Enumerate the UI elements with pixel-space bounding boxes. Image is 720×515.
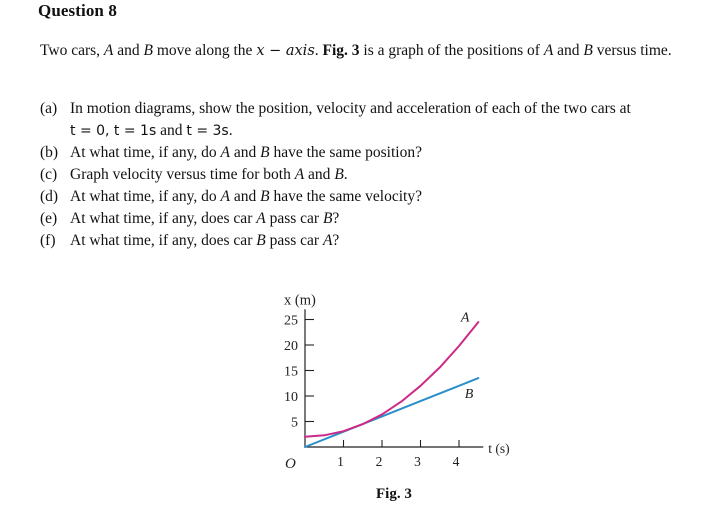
intro-text: is a graph of the positions of xyxy=(359,42,544,59)
y-tick-label: 25 xyxy=(284,313,298,329)
time-expression: t = 3s xyxy=(186,123,229,139)
part-text: At what time, if any, do A and B have the same velocity? xyxy=(70,188,422,205)
figure-caption: Fig. 3 xyxy=(376,486,412,502)
part-text: At what time, if any, does car A pass car B? xyxy=(70,210,340,227)
part-text: At what time, if any, does car B pass car A? xyxy=(70,232,340,249)
intro-text: . xyxy=(314,42,323,59)
part-text: At what time, if any, do A and B have the same position? xyxy=(70,144,422,161)
part-label: (e) xyxy=(40,210,58,227)
y-tick-label: 20 xyxy=(284,339,298,354)
part-label: (c) xyxy=(40,166,58,183)
intro-text: Two cars, xyxy=(40,42,104,59)
intro-var-a: A xyxy=(103,42,114,59)
series-b-line xyxy=(305,378,478,447)
series-b-label: B xyxy=(464,387,474,403)
x-tick-label: 4 xyxy=(452,454,460,469)
x-tick-label: 2 xyxy=(375,454,383,469)
y-tick-label: 15 xyxy=(284,364,298,380)
question-title: Question 8 xyxy=(38,1,117,20)
intro-text: and xyxy=(113,42,144,59)
x-tick-label: 3 xyxy=(414,454,421,469)
intro-var-b: B xyxy=(143,42,153,59)
intro-var-a: A xyxy=(543,42,554,59)
part-label: (b) xyxy=(40,144,59,161)
part-label: (d) xyxy=(40,188,59,205)
part-a-line1: In motion diagrams, show the position, velocity and acceleration of each of the two cars at xyxy=(70,100,631,117)
origin-label: O xyxy=(285,456,296,472)
part-text: . xyxy=(228,122,233,139)
series-a-line xyxy=(305,322,478,437)
y-tick-label: 10 xyxy=(284,390,298,405)
series-a-label: A xyxy=(460,310,470,326)
time-expression: t = 0, t = 1s xyxy=(70,123,157,139)
part-label: (f) xyxy=(40,232,56,249)
part-text: Graph velocity versus time for both A and B. xyxy=(70,166,348,183)
fig-reference: Fig. 3 xyxy=(322,42,360,59)
y-axis-label: x (m) xyxy=(284,292,316,309)
y-tick-label: 5 xyxy=(291,415,298,431)
x-axis-term: x − axis xyxy=(256,43,315,59)
part-text: and xyxy=(156,122,187,139)
intro-text: and xyxy=(553,42,584,59)
part-label: (a) xyxy=(40,100,58,117)
intro-var-b: B xyxy=(583,42,593,59)
intro-text: move along the xyxy=(153,42,257,59)
x-axis-label: t (s) xyxy=(488,441,510,456)
intro-text: versus time. xyxy=(592,42,672,59)
x-tick-label: 1 xyxy=(337,454,344,469)
